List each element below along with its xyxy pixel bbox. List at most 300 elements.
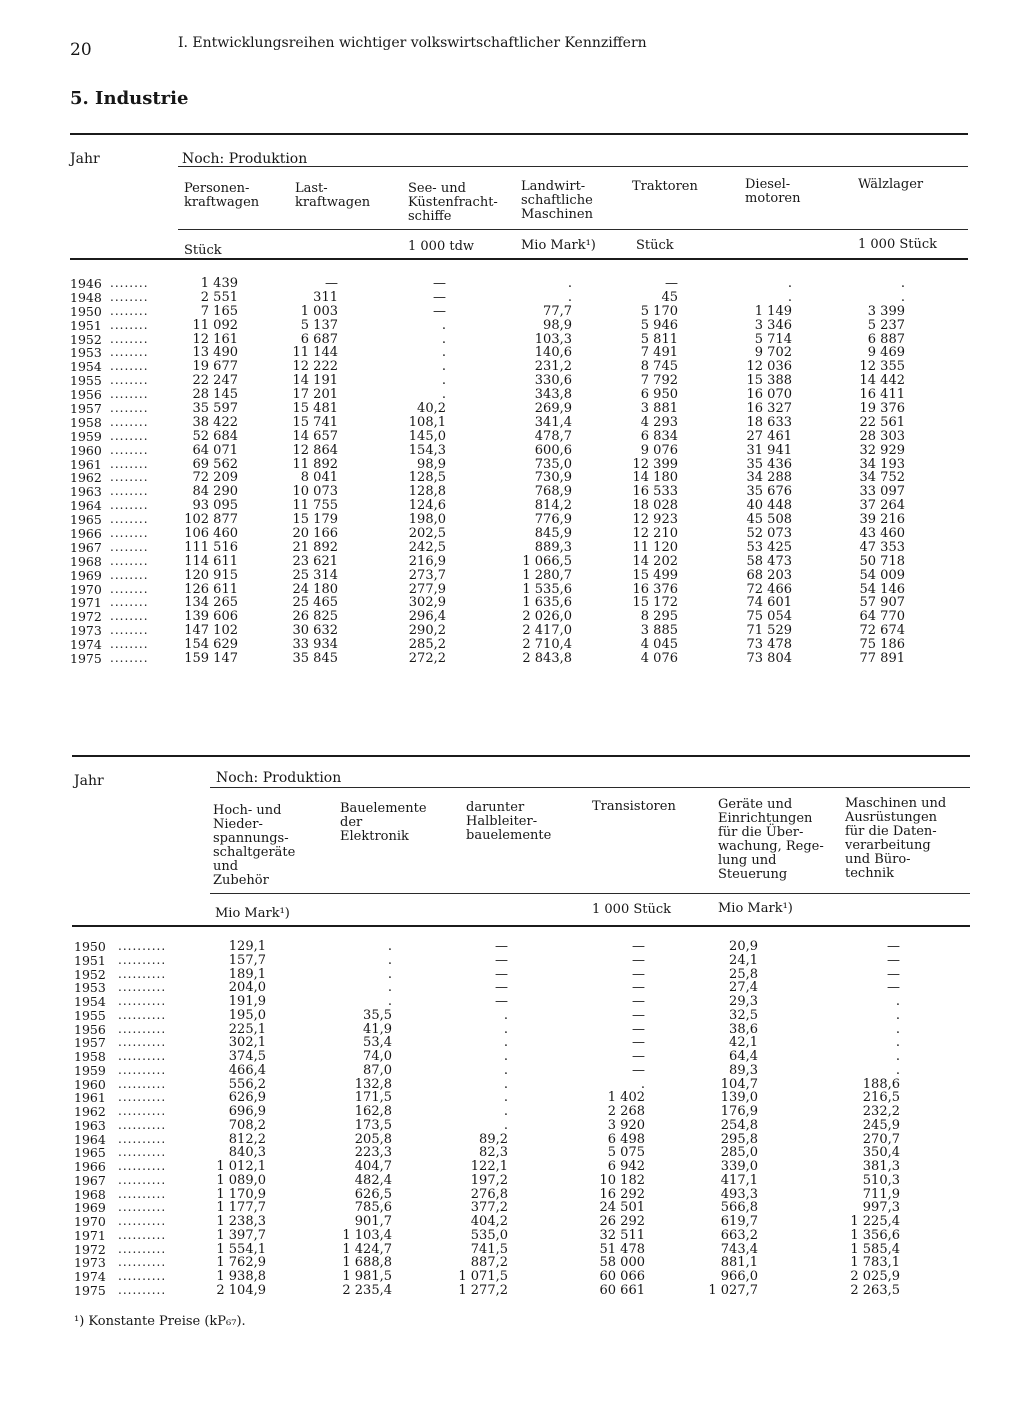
table-cell: 202,5 [408,526,446,542]
table-2-column-header-line: schaltgeräte [213,845,296,860]
table-1-column-header-line: Last- [295,181,328,196]
table-cell: 840,3 [228,1145,266,1161]
table-cell: 5 714 [754,331,792,347]
table-cell: 93 095 [192,498,238,514]
row-year: 1972 [74,1241,106,1257]
leader-dots: ........ [110,484,149,499]
table-1-column-header-line: Personen- [184,181,250,196]
table-1-column-header-line: See- und [408,181,466,196]
table-cell: 58 473 [746,553,792,569]
table-2-column-header-1 [213,804,295,888]
table-cell: 11 755 [292,498,338,514]
table-cell: 1 585,4 [850,1241,900,1257]
table-1-unit-stueck: Stück [184,243,222,258]
table-1-column-header-line: Wälzlager [858,177,924,192]
row-year: 1950 [74,939,106,954]
table-cell: 16 327 [746,401,792,417]
table-cell: 1 535,6 [522,581,572,597]
leader-dots: .......... [118,1255,167,1270]
table-cell: 901,7 [354,1214,392,1229]
table-cell: 1 170,9 [216,1186,266,1202]
table-cell: 1 012,1 [216,1159,266,1174]
row-year: 1958 [74,1049,106,1064]
table-cell: 38,6 [729,1021,758,1037]
table-cell: 14 191 [292,373,338,389]
table-cell: 626,9 [228,1090,266,1106]
table-cell: — [632,1062,645,1078]
table-cell: 1 402 [607,1090,645,1106]
table-cell: 285,2 [408,637,446,653]
leader-dots: ........ [110,581,149,596]
leader-dots: ........ [110,401,149,416]
table-cell: 350,4 [862,1145,900,1161]
table-2-column-header-line: Zubehör [213,873,269,888]
table-cell: 556,2 [228,1076,266,1092]
table-cell: . [387,966,392,982]
row-year: 1962 [70,470,102,486]
table-2-column-header-line: spannungs- [213,831,289,846]
table-cell: 72 466 [746,581,792,597]
table-cell: 1 089,0 [216,1172,266,1188]
table-cell: 6 887 [867,331,905,347]
leader-dots: ........ [110,345,149,360]
table-cell: 26 825 [292,609,338,625]
table-cell: 140,6 [534,345,572,361]
table-cell: 16 070 [746,387,792,403]
leader-dots: ........ [110,567,149,582]
table-cell: . [387,952,392,968]
table-cell: 60 066 [599,1269,645,1284]
table-cell: 696,9 [228,1104,266,1119]
table-cell: 6 942 [607,1159,645,1174]
table-cell: 1 762,9 [216,1255,266,1271]
table-2-column-header-line: wachung, Rege- [718,839,824,854]
table-cell: 157,7 [228,952,266,968]
table-cell: — [632,966,645,982]
table-cell: 64 770 [859,609,905,625]
leader-dots: .......... [118,980,167,995]
table-cell: 966,0 [720,1269,758,1284]
footnote: ¹) Konstante Preise (kP₆₇). [74,1314,246,1329]
table-cell: 374,5 [228,1049,266,1064]
table-cell: 845,9 [534,526,572,542]
table-cell: 708,2 [228,1117,266,1133]
table-cell: 26 292 [599,1214,645,1229]
table-1-column-header-4 [521,180,593,222]
table-1-column-header-line: Diesel- [745,177,791,192]
table-cell: 22 247 [192,373,238,389]
table-2-column-header-line: technik [845,866,894,881]
table-cell: 493,3 [720,1186,758,1202]
table-cell: — [632,952,645,968]
table-cell: 9 469 [867,345,905,361]
table-cell: 535,0 [470,1227,508,1243]
table-cell: 2 025,9 [850,1269,900,1284]
table-2-column-header-line: Maschinen und [845,796,947,811]
leader-dots: .......... [118,1117,167,1132]
table-1-column-header-1 [184,182,259,210]
row-year: 1968 [70,553,102,569]
table-cell: 417,1 [720,1172,758,1188]
row-year: 1953 [74,980,106,996]
row-year: 1960 [74,1076,106,1092]
table-cell: . [787,276,792,291]
table-cell: 23 621 [292,553,338,569]
row-year: 1967 [74,1172,106,1188]
leader-dots: .......... [118,1214,167,1228]
row-year: 1957 [74,1035,106,1051]
table-cell: 15 481 [292,401,338,417]
row-year: 1975 [74,1282,106,1298]
table-1-group-label: Noch: Produktion [182,151,308,167]
table-cell: 60 661 [599,1282,645,1298]
table-1-column-header-line: Traktoren [632,179,698,194]
table-cell: 232,2 [862,1104,900,1119]
table-cell: 35,5 [363,1007,392,1023]
table-cell: 24 501 [599,1200,645,1216]
row-year: 1974 [74,1269,106,1284]
table-cell: . [441,317,446,333]
table-cell: . [895,1035,900,1051]
table-cell: 139,0 [720,1090,758,1106]
table-1-head-rule [70,258,968,260]
table-cell: 53 425 [746,539,792,555]
table-cell: 64,4 [729,1049,758,1064]
leader-dots: .......... [118,994,167,1008]
table-cell: 50 718 [859,553,905,569]
leader-dots: ........ [110,651,149,666]
table-2-head-rule [72,925,970,927]
table-cell: 12 161 [192,331,238,347]
table-cell: 1 225,4 [850,1214,900,1229]
table-cell: 16 411 [859,387,905,403]
table-cell: 75 054 [746,609,792,625]
table-cell: — [887,952,900,968]
table-cell: 1 238,3 [216,1214,266,1229]
table-cell: 381,3 [862,1159,900,1174]
table-cell: 16 376 [632,581,678,597]
table-cell: 1 003 [300,303,338,319]
table-cell: — [887,980,900,996]
row-year: 1964 [70,498,102,514]
table-cell: 189,1 [228,966,266,982]
table-cell: 47 353 [859,539,905,555]
leader-dots: ........ [110,317,149,332]
leader-dots: ........ [110,512,149,527]
table-cell: . [503,1104,508,1119]
table-cell: 242,5 [408,539,446,555]
table-cell: 18 028 [632,498,678,514]
table-cell: 1 635,6 [522,595,572,611]
table-2-column-header-3 [466,801,551,843]
table-2-column-header-line: bauelemente [466,828,552,843]
table-cell: 34 752 [859,470,905,486]
table-cell: 69 562 [192,456,238,472]
table-cell: — [632,1021,645,1037]
table-2-column-header-line: Steuerung [718,867,788,882]
table-cell: . [895,1062,900,1078]
table-cell: 40,2 [417,401,446,417]
table-cell: 341,4 [534,414,572,430]
table-cell: 466,4 [228,1062,266,1078]
table-2-column-header-5 [718,798,824,882]
table-cell: 27 461 [746,428,792,444]
table-cell: 52 684 [192,428,238,444]
table-1-unit-1000-stueck: 1 000 Stück [858,237,938,252]
table-cell: 5 137 [300,317,338,333]
row-year: 1974 [70,637,102,653]
table-cell: 73 804 [746,651,792,667]
row-year: 1951 [74,952,106,968]
table-cell: 10 182 [599,1172,645,1188]
table-1-column-header-3 [408,182,498,224]
table-cell: 5 170 [640,303,678,319]
table-2-column-header-line: Elektronik [340,829,409,844]
table-1-unit-tdw: 1 000 tdw [408,239,475,254]
row-year: 1946 [70,276,102,291]
table-2-column-header-line: Einrichtungen [718,811,813,826]
leader-dots: .......... [118,1049,167,1063]
table-cell: . [387,980,392,996]
table-cell: 997,3 [862,1200,900,1216]
table-cell: 21 892 [292,539,338,555]
table-cell: 2 417,0 [522,623,572,639]
table-cell: 812,2 [228,1131,266,1147]
table-cell: 6 498 [607,1131,645,1147]
row-year: 1965 [74,1145,106,1161]
leader-dots: .......... [118,952,167,967]
table-cell: 9 702 [754,345,792,361]
table-cell: 272,2 [408,651,446,667]
table-cell: 198,0 [408,512,446,528]
leader-dots: .......... [118,1241,167,1256]
table-2-unit-rule [210,893,970,894]
table-cell: 9 076 [640,442,678,458]
table-cell: 11 892 [292,456,338,472]
leader-dots: .......... [118,1269,167,1283]
table-cell: 269,9 [534,401,572,417]
table-cell: 28 145 [192,387,238,403]
leader-dots: ........ [110,595,149,610]
table-cell: 15 741 [292,414,338,430]
table-cell: 1 027,7 [708,1282,758,1298]
table-cell: 1 439 [200,276,238,291]
table-cell: 14 657 [292,428,338,444]
table-cell: 64 071 [192,442,238,458]
table-2-column-header-line: Geräte und [718,797,793,812]
table-cell: 20,9 [729,939,758,954]
row-year: 1969 [70,567,102,583]
table-2-year-label: Jahr [74,773,104,789]
table-cell: 302,1 [228,1035,266,1051]
table-cell: 43 460 [859,526,905,542]
table-1-column-header-line: kraftwagen [184,195,260,210]
table-cell: 77,7 [543,303,572,319]
table-cell: 619,7 [720,1214,758,1229]
table-cell: 124,6 [408,498,446,514]
table-cell: 11 144 [292,345,338,361]
table-cell: 743,4 [720,1241,758,1257]
row-year: 1956 [74,1021,106,1037]
table-cell: 54 146 [859,581,905,597]
leader-dots: .......... [118,1131,167,1146]
table-cell: 276,8 [470,1186,508,1202]
table-2-column-header-line: lung und [718,853,777,868]
table-cell: . [503,1049,508,1064]
table-cell: 14 180 [632,470,678,486]
table-cell: 768,9 [534,484,572,500]
table-cell: 1 688,8 [342,1255,392,1271]
table-cell: . [895,994,900,1009]
leader-dots: .......... [118,1145,167,1160]
table-cell: . [900,289,905,305]
table-cell: 24,1 [729,952,758,968]
table-cell: 814,2 [534,498,572,514]
table-2-unit-mio-mark: Mio Mark¹) [215,906,290,921]
table-cell: 2 026,0 [522,609,572,625]
table-cell: 6 950 [640,387,678,403]
table-cell: — [887,966,900,982]
table-cell: 52 073 [746,526,792,542]
table-cell: . [503,1035,508,1051]
table-cell: 32 511 [599,1227,645,1243]
table-2-column-header-4 [592,800,676,814]
row-year: 1954 [74,994,106,1009]
leader-dots: .......... [118,1062,167,1077]
table-cell: 277,9 [408,581,446,597]
leader-dots: .......... [118,1159,167,1173]
table-cell: 776,9 [534,512,572,528]
table-cell: — [325,276,338,291]
table-2-column-header-line: Nieder- [213,817,263,832]
table-cell: 302,9 [408,595,446,611]
table-cell: 132,8 [354,1076,392,1092]
table-cell: 73 478 [746,637,792,653]
row-year: 1961 [70,456,102,472]
table-cell: . [441,331,446,347]
table-cell: 510,3 [862,1172,900,1188]
table-cell: 120 915 [184,567,238,583]
table-cell: 126 611 [184,581,238,597]
table-cell: 122,1 [470,1159,508,1174]
row-year: 1955 [74,1007,106,1023]
table-cell: 296,4 [408,609,446,625]
table-cell: 57 907 [859,595,905,611]
table-1-top-rule [70,133,968,135]
table-cell: 74 601 [746,595,792,611]
leader-dots: ........ [110,387,149,402]
row-year: 1972 [70,609,102,625]
row-year: 1966 [70,526,102,542]
table-cell: 4 076 [640,651,678,667]
table-cell: 8 041 [300,470,338,486]
table-cell: . [895,1007,900,1023]
leader-dots: ........ [110,539,149,554]
table-cell: . [503,1090,508,1106]
table-2-group-label: Noch: Produktion [216,770,342,786]
table-cell: 3 881 [640,401,678,417]
table-cell: 10 073 [292,484,338,500]
table-cell: 343,8 [534,387,572,403]
table-cell: 1 066,5 [522,553,572,569]
table-cell: 98,9 [417,456,446,472]
table-cell: — [632,1035,645,1051]
table-cell: 404,2 [470,1214,508,1229]
row-year: 1963 [74,1117,106,1133]
table-cell: 173,5 [354,1117,392,1133]
leader-dots: ........ [110,553,149,568]
table-cell: 404,7 [354,1159,392,1174]
table-cell: 245,9 [862,1117,900,1133]
table-1-year-label: Jahr [70,151,100,167]
table-cell: 145,0 [408,428,446,444]
table-2-column-header-line: Halbleiter- [466,814,538,829]
leader-dots: .......... [118,1021,167,1036]
table-cell: 273,7 [408,567,446,583]
row-year: 1964 [74,1131,106,1147]
table-cell: 1 356,6 [850,1227,900,1243]
table-cell: 87,0 [363,1062,392,1078]
table-cell: 75 186 [859,637,905,653]
table-cell: — [632,1007,645,1023]
table-cell: 139 606 [184,609,238,625]
leader-dots: .......... [118,939,167,953]
table-1-column-header-2 [295,182,370,210]
table-cell: 3 885 [640,623,678,639]
table-2-column-header-line: und Büro- [845,852,911,867]
table-2-column-header-line: verarbeitung [845,838,931,853]
table-cell: 216,5 [862,1090,900,1106]
table-cell: 35 845 [292,651,338,667]
table-cell: 330,6 [534,373,572,389]
table-1-column-header-line: Landwirt- [521,179,586,194]
table-cell: 24 180 [292,581,338,597]
table-cell: 887,2 [470,1255,508,1271]
table-cell: 204,0 [228,980,266,996]
row-year: 1965 [70,512,102,528]
table-cell: 15 172 [632,595,678,611]
table-cell: 2 104,9 [216,1282,266,1298]
table-cell: 270,7 [862,1131,900,1147]
table-cell: 730,9 [534,470,572,486]
table-cell: . [567,276,572,291]
table-cell: 102 877 [184,512,238,528]
table-1-group-rule [178,166,968,167]
table-cell: 1 554,1 [216,1241,266,1257]
table-2-column-header-line: darunter [466,800,525,815]
table-cell: 72 674 [859,623,905,639]
table-cell: 58 000 [599,1255,645,1271]
table-cell: 98,9 [543,317,572,333]
table-cell: 159 147 [184,651,238,667]
table-cell: 12 923 [632,512,678,528]
table-cell: 5 946 [640,317,678,333]
table-cell: 6 687 [300,331,338,347]
table-cell: 311 [313,289,338,305]
table-cell: 1 177,7 [216,1200,266,1216]
table-cell: — [495,994,508,1009]
leader-dots: ........ [110,456,149,471]
table-1-unit-mio-mark: Mio Mark¹) [521,238,596,253]
table-cell: . [640,1076,645,1092]
table-cell: 19 376 [859,401,905,417]
row-year: 1970 [70,581,102,597]
table-cell: 566,8 [720,1200,758,1216]
table-cell: 5 811 [640,331,678,347]
table-cell: 1 277,2 [458,1282,508,1298]
table-cell: 162,8 [354,1104,392,1119]
table-cell: — [433,289,446,305]
